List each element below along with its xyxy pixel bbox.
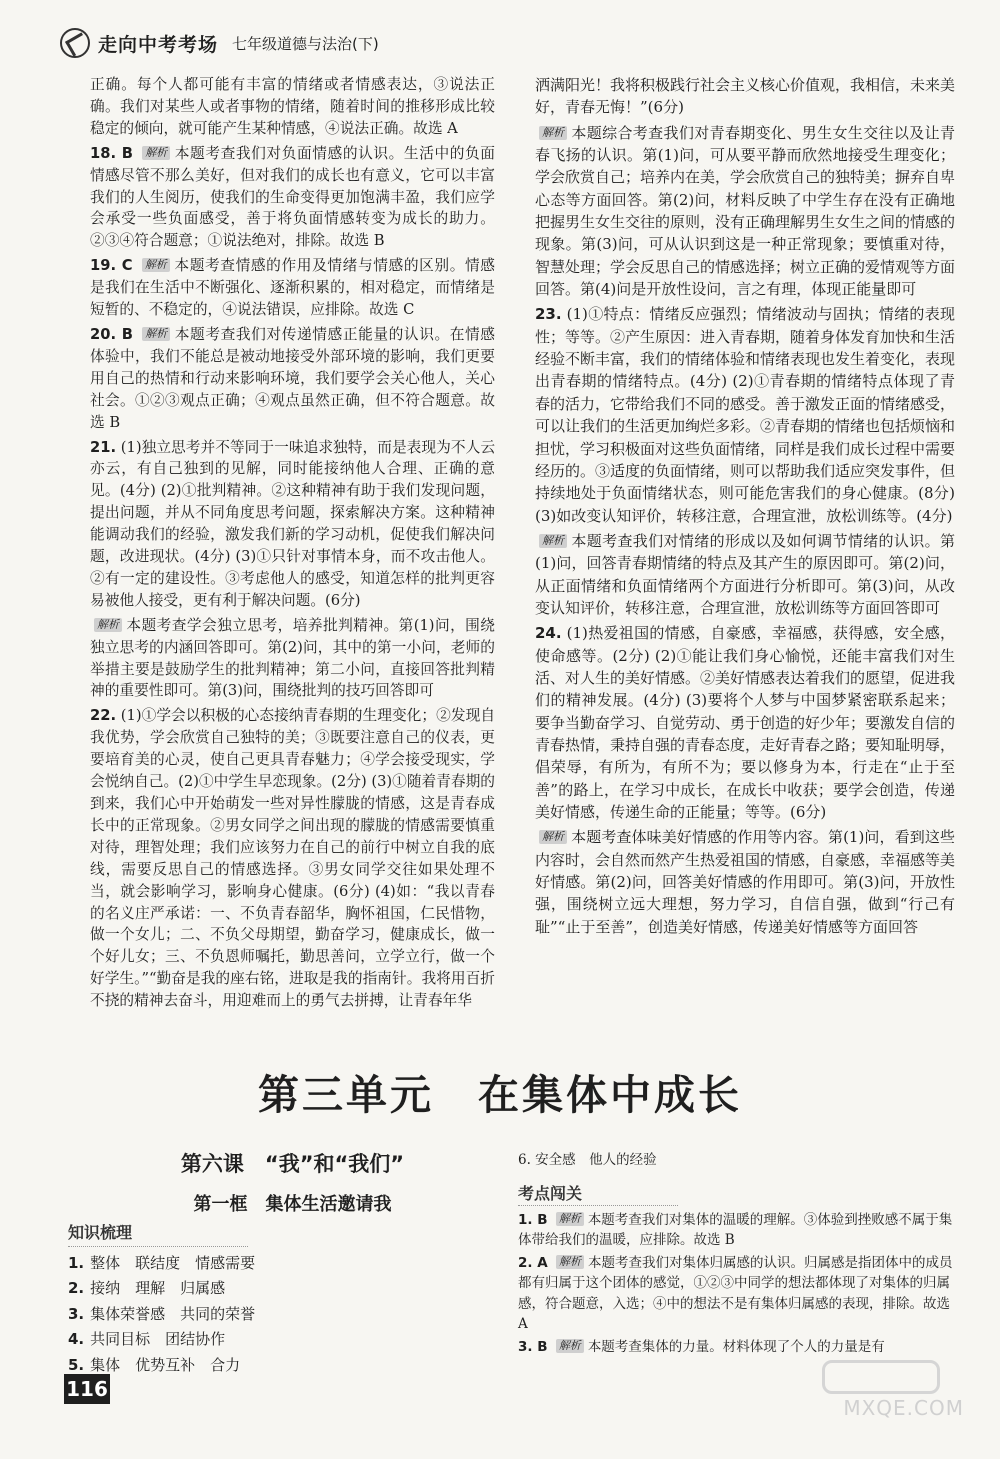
analysis-tag: 解析 [142, 258, 170, 272]
analysis-tag: 解析 [142, 146, 170, 160]
answer-text: 本题综合考查我们对青春期变化、男生女生交往以及让青春飞扬的认识。第(1)问，可从要平静而欣然地接受生理变化；学会欣赏自己；培养内在美，学会欣赏自己的独特美；摒弃自卑心态等方面回答。第(2)问，材料反映了中学生存在没有正确地把握男生女生交往的原则，没有正确理解男生女生之间的情感的现象。第(3)问，可从认识到这是一种正常现象；要慎重对待，智慧处理；学会反思自己的情感选择；树立正确的爱情观等方面回答。第(4)问是开放性设问，言之有理，体现正能量即可 [535, 123, 956, 299]
answer-item [90, 255, 495, 321]
answer-text: 洒满阳光！我将积极践行社会主义核心价值观，我相信，未来美好，青春无悔！”(6分) [535, 76, 956, 117]
frame-title: 第一框 集体生活邀请我 [193, 1194, 392, 1215]
book-logo-icon [60, 28, 90, 58]
knowledge-section [68, 1220, 488, 1378]
page-number: 116 [64, 1374, 110, 1404]
answer-item [90, 615, 495, 703]
question-number: 19. C [90, 257, 133, 275]
lesson-title: 第六课 “我”和“我们” [180, 1152, 405, 1176]
unit-title: 第三单元 在集体中成长 [258, 1071, 742, 1119]
right-column [535, 74, 955, 941]
answer-item [535, 303, 955, 526]
answer-item [90, 324, 495, 434]
answer-text: 本题考查体味美好情感的作用等内容。第(1)问，看到这些内容时，会自然而然产生热爱祖国的情感，自豪感，幸福感等美好情感。第(2)问，回答美好情感的作用即可。第(3)问，开放性强，围绕树立远大理想，努力学习，自信自强，做到“行己有耻”“止于至善”，创造美好情感，传递美好情感等方面回答 [535, 828, 956, 936]
header-subtitle: 七年级道德与法治(下) [232, 34, 379, 53]
question-number: 24. [535, 624, 562, 643]
answer-text: 本题考查我们对集体的温暖的理解。③体验到挫败感不属于集体带给我们的温暖，应排除。故选 B [518, 1211, 953, 1248]
knowledge-text: 集体 优势互补 合力 [90, 1355, 241, 1374]
answer-item [518, 1253, 958, 1334]
answer-item [535, 530, 955, 619]
analysis-tag: 解析 [142, 327, 170, 341]
watermark-logo-icon [822, 1360, 940, 1394]
question-number: 1. B [518, 1211, 548, 1228]
knowledge-number: 3. [68, 1304, 85, 1323]
knowledge-number: 4. [68, 1330, 85, 1348]
answer-item [535, 122, 955, 301]
answer-item [90, 74, 495, 140]
question-number: 3. B [518, 1339, 548, 1355]
knowledge-item [68, 1251, 488, 1277]
analysis-tag: 解析 [539, 534, 567, 548]
analysis-tag: 解析 [556, 1339, 584, 1353]
knowledge-number: 1. [68, 1253, 85, 1272]
knowledge-list [68, 1251, 488, 1379]
answer-text: (1)独立思考并不等同于一味追求独特，而是表现为不人云亦云，有自己独到的见解，同时能接纳他人合理、正确的意见。(4分) (2)①批判精神。②这种精神有助于我们发现问题，提出问题，并从不同角度思考问题，探索解决方案。这种精神能调动我们的经验，激发我们新的学习动机，促使我们解决问题，改进现状。(4分) (3)①只针对事情本身，而不攻击他人。②有一定的建设性。③考虑他人的感受，知道怎样的批判更容易被他人接受，更有利于解决问题。(6分) [90, 438, 496, 609]
question-number: 2. A [518, 1255, 548, 1271]
answer-text: 本题考查学会独立思考，培养批判精神。第(1)问，围绕独立思考的内涵回答即可。第(2)问，其中的第一小问，老师的举措主要是鼓励学生的批判精神；第二小问，直接回答批判精神的重要性即可。第(3)问，围绕批判的技巧回答即可 [90, 616, 495, 700]
exercise-list [518, 1210, 958, 1358]
running-header [60, 28, 379, 58]
exercise-section [518, 1150, 958, 1360]
knowledge-item [68, 1302, 488, 1328]
answer-item [518, 1337, 958, 1357]
knowledge-item-6: 6. 安全感 他人的经验 [518, 1152, 657, 1168]
header-title: 走向中考考场 [98, 33, 219, 56]
answer-text: 本题考查我们对传递情感正能量的认识。在情感体验中，我们不能总是被动地接受外部环境的影响，我们更要用自己的热情和行动来影响环境，我们要学会关心他人，关心社会。①②③观点正确；④观点虽然正确，但不符合题意。故选 B [90, 325, 495, 431]
answer-text: (1)①学会以积极的心态接纳青春期的生理变化；②发现自我优势，学会欣赏自己独特的美；③既要注意自己的仪表，更要培育美的心灵，使自己更具青春魅力；④学会接受现实，学会悦纳自己。(2)①中学生早恋现象。(2分) (3)①随着青春期的到来，我们心中开始萌发一些对异性朦胧的情感，这是青春成长中的正常现象。②男女同学之间出现的朦胧的情感需要慎重对待，理智处理；我们应该努力在自己的前行中树立自我的底线，需要反思自己的情感选择。③男女同学交往如果处理不当，就会影响学习，影响身心健康。(6分) (4)如：“我以青春的名义庄严承诺：一、不负青春韶华，胸怀祖国，仁民惜物，做一个女儿；二、不负父母期望，勤奋学习，健康成长，做一个好儿女；三、不负恩师嘱托，勤思善问，立学立行，做一个好学生。”“勤奋是我的座右铭，进取是我的指南针。我将用百折不挠的精神去奋斗，用迎难而上的勇气去拼搏，让青春年华 [90, 707, 496, 1010]
question-number: 20. B [90, 325, 133, 343]
knowledge-item [68, 1353, 488, 1379]
analysis-tag: 解析 [556, 1255, 584, 1269]
question-number: 22. [90, 707, 117, 725]
watermark-text: MXQE.COM [843, 1396, 964, 1420]
analysis-tag: 解析 [539, 830, 567, 844]
answer-item [90, 143, 495, 253]
knowledge-item [68, 1327, 488, 1353]
answer-item [90, 437, 495, 612]
answer-item [535, 74, 955, 119]
answer-text: 本题考查集体的力量。材料体现了个人的力量是有 [587, 1339, 885, 1355]
answer-text: 本题考查我们对情绪的形成以及如何调节情绪的认识。第(1)问，回答青春期情绪的特点及其产生的原因即可。第(2)问，从正面情绪和负面情绪两个方面进行分析即可。第(3)问，从改变认知评价，转移注意，合理宣泄，放松训练等方面回答即可 [535, 531, 955, 617]
answer-text: (1)①特点：情绪反应强烈；情绪波动与固执；情绪的表现性；等等。②产生原因：进入青春期，随着身体发育加快和生活经验不断丰富，我们的情绪体验和情绪表现也发生着变化，表现出青春期的情绪特点。(4分) (2)①青春期的情绪特点体现了青春的活力，它带给我们不同的感受。善于激发正面的情绪感受，可以让我们的生活更加绚烂多彩。②青春期的情绪也包括烦恼和担忧，学习积极面对这些负面情绪，同样是我们成长过程中需要经历的。③适度的负面情绪，则可以帮助我们适应突发事件，但持续地处于负面情绪状态，则可能危害我们的身心健康。(8分) (3)如改变认知评价，转移注意，合理宣泄，放松训练等。(4分) [535, 305, 956, 525]
question-number: 18. B [90, 144, 133, 162]
knowledge-text: 共同目标 团结协作 [90, 1330, 226, 1348]
knowledge-text: 整体 联结度 情感需要 [90, 1253, 256, 1272]
exercise-heading: 考点闯关 [518, 1184, 678, 1205]
answer-item [535, 622, 955, 823]
knowledge-text: 接纳 理解 归属感 [90, 1279, 226, 1297]
answer-item [535, 826, 955, 938]
analysis-tag: 解析 [556, 1212, 584, 1226]
answer-text: (1)热爱祖国的情感，自豪感，幸福感，获得感，安全感，使命感等。(2分) (2)①能让我们身心愉悦，还能丰富我们对生活、对人生的美好情感。②美好情感表达着我们的愿望，促进我们的精神发展。(4分) (3)要将个人梦与中国梦紧密联系起来；要争当勤奋学习、自觉劳动、勇于创造的好少年；要激发自信的青春热情，秉持自强的青春态度，走好青春之路；要知耻明辱，倡荣辱，有所为，有所不为；要以修身为本，行走在“止于至善”的路上，在学习中成长，在成长中收获；要学会创造，传递美好情感，传递生命的正能量；等等。(6分) [535, 624, 956, 821]
knowledge-number: 5. [68, 1355, 85, 1374]
knowledge-heading: 知识梳理 [68, 1220, 248, 1247]
question-number: 23. [535, 305, 562, 324]
knowledge-text: 集体荣誉感 共同的荣誉 [90, 1304, 256, 1323]
question-number: 21. [90, 438, 117, 456]
answer-item [90, 705, 495, 1012]
answer-text: 正确。每个人都可能有丰富的情绪或者情感表达，③说法正确。我们对某些人或者事物的情绪，随着时间的推移形成比较稳定的倾向，就可能产生某种情感，④说法正确。故选 A [90, 76, 495, 137]
analysis-tag: 解析 [539, 126, 567, 140]
answer-text: 本题考查我们对负面情感的认识。生活中的负面情感尽管不那么美好，但对我们的成长也有意义，它可以丰富我们的人生阅历，使我们的生命变得更加饱满丰盈，我们应学会承受一些负面感受，善于将负面情感转变为成长的助力。②③④符合题意；①说法绝对，排除。故选 B [90, 144, 495, 250]
answer-text: 本题考查我们对集体归属感的认识。归属感是指团体中的成员都有归属于这个团体的感觉，①②③中同学的想法都体现了对集体的归属感，符合题意，入选；④中的想法不是有集体归属感的表现，排除。故选 A [518, 1255, 953, 1332]
knowledge-number: 2. [68, 1279, 85, 1297]
analysis-tag: 解析 [94, 618, 122, 632]
left-column [90, 74, 495, 1015]
knowledge-item [68, 1276, 488, 1302]
answer-item [518, 1210, 958, 1251]
answer-text: 本题考查情感的作用及情绪与情感的区别。情感是我们在生活中不断强化、逐渐积累的，相对稳定，而情绪是短暂的、不稳定的，④说法错误，应排除。故选 C [90, 257, 495, 319]
